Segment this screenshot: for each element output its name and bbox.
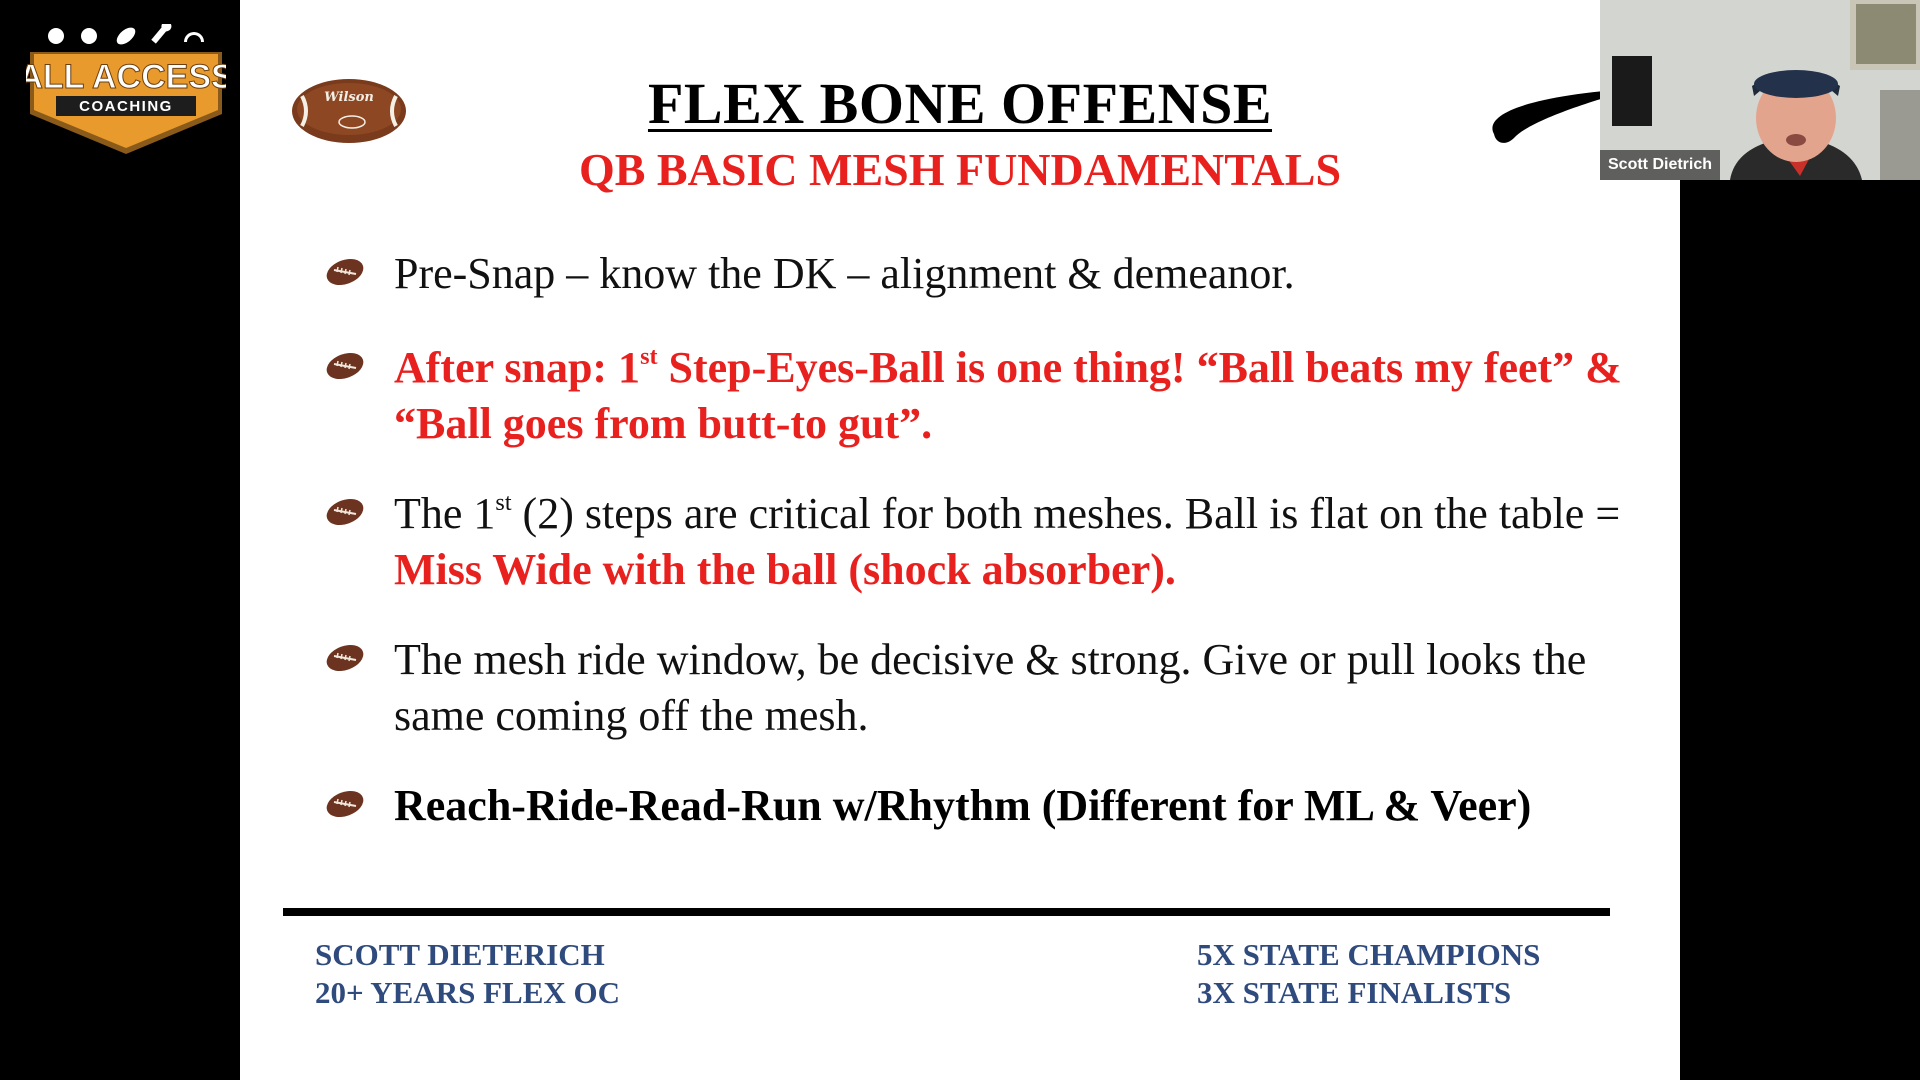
presentation-slide: [240, 0, 1680, 1080]
achievement-2: 3X STATE FINALISTS: [1197, 975, 1512, 1010]
slide-subtitle: QB BASIC MESH FUNDAMENTALS: [578, 144, 1342, 195]
bullet-item: [324, 778, 1654, 834]
football-bullet-icon: [324, 642, 366, 674]
bullet-text: Pre-Snap – know the DK – alignment & demeanor.: [394, 249, 1295, 298]
bullet-item: [324, 340, 1654, 452]
footer-left: [315, 936, 620, 1012]
participant-name-label: Scott Dietrich: [1600, 150, 1720, 180]
football-bullet-icon: [324, 788, 366, 820]
bullet-text: Reach-Ride-Read-Run w/Rhythm (Different for ML & Veer): [394, 781, 1532, 830]
bullet-item: [324, 486, 1654, 598]
svg-text:COACHING: COACHING: [79, 98, 173, 115]
presenter-credential: 20+ YEARS FLEX OC: [315, 975, 621, 1010]
achievement-1: 5X STATE CHAMPIONS: [1197, 937, 1541, 972]
presenter-name: SCOTT DIETERICH: [315, 937, 605, 972]
svg-text:ALL ACCESS: ALL ACCESS: [26, 58, 226, 96]
bullet-item: [324, 246, 1654, 302]
football-bullet-icon: [324, 350, 366, 382]
bullet-item: [324, 632, 1654, 744]
svg-text:Wilson: Wilson: [324, 90, 374, 105]
bullet-text: The mesh ride window, be decisive & strong. Give or pull looks the same coming off the mesh.: [394, 635, 1587, 740]
all-access-coaching-logo: [26, 24, 226, 158]
footer-divider: [283, 908, 1610, 916]
bullet-text: After snap: 1st Step-Eyes-Ball is one thing! “Ball beats my feet” & “Ball goes from butt-to gut”.: [394, 342, 1622, 448]
football-bullet-icon: [324, 256, 366, 288]
slide-title: FLEX BONE OFFENSE: [647, 71, 1273, 136]
football-bullet-icon: [324, 496, 366, 528]
bullet-text: The 1st (2) steps are critical for both meshes. Ball is flat on the table = Miss Wide with the ball (shock absorber).: [394, 488, 1621, 594]
footer-right: [1197, 936, 1540, 1012]
